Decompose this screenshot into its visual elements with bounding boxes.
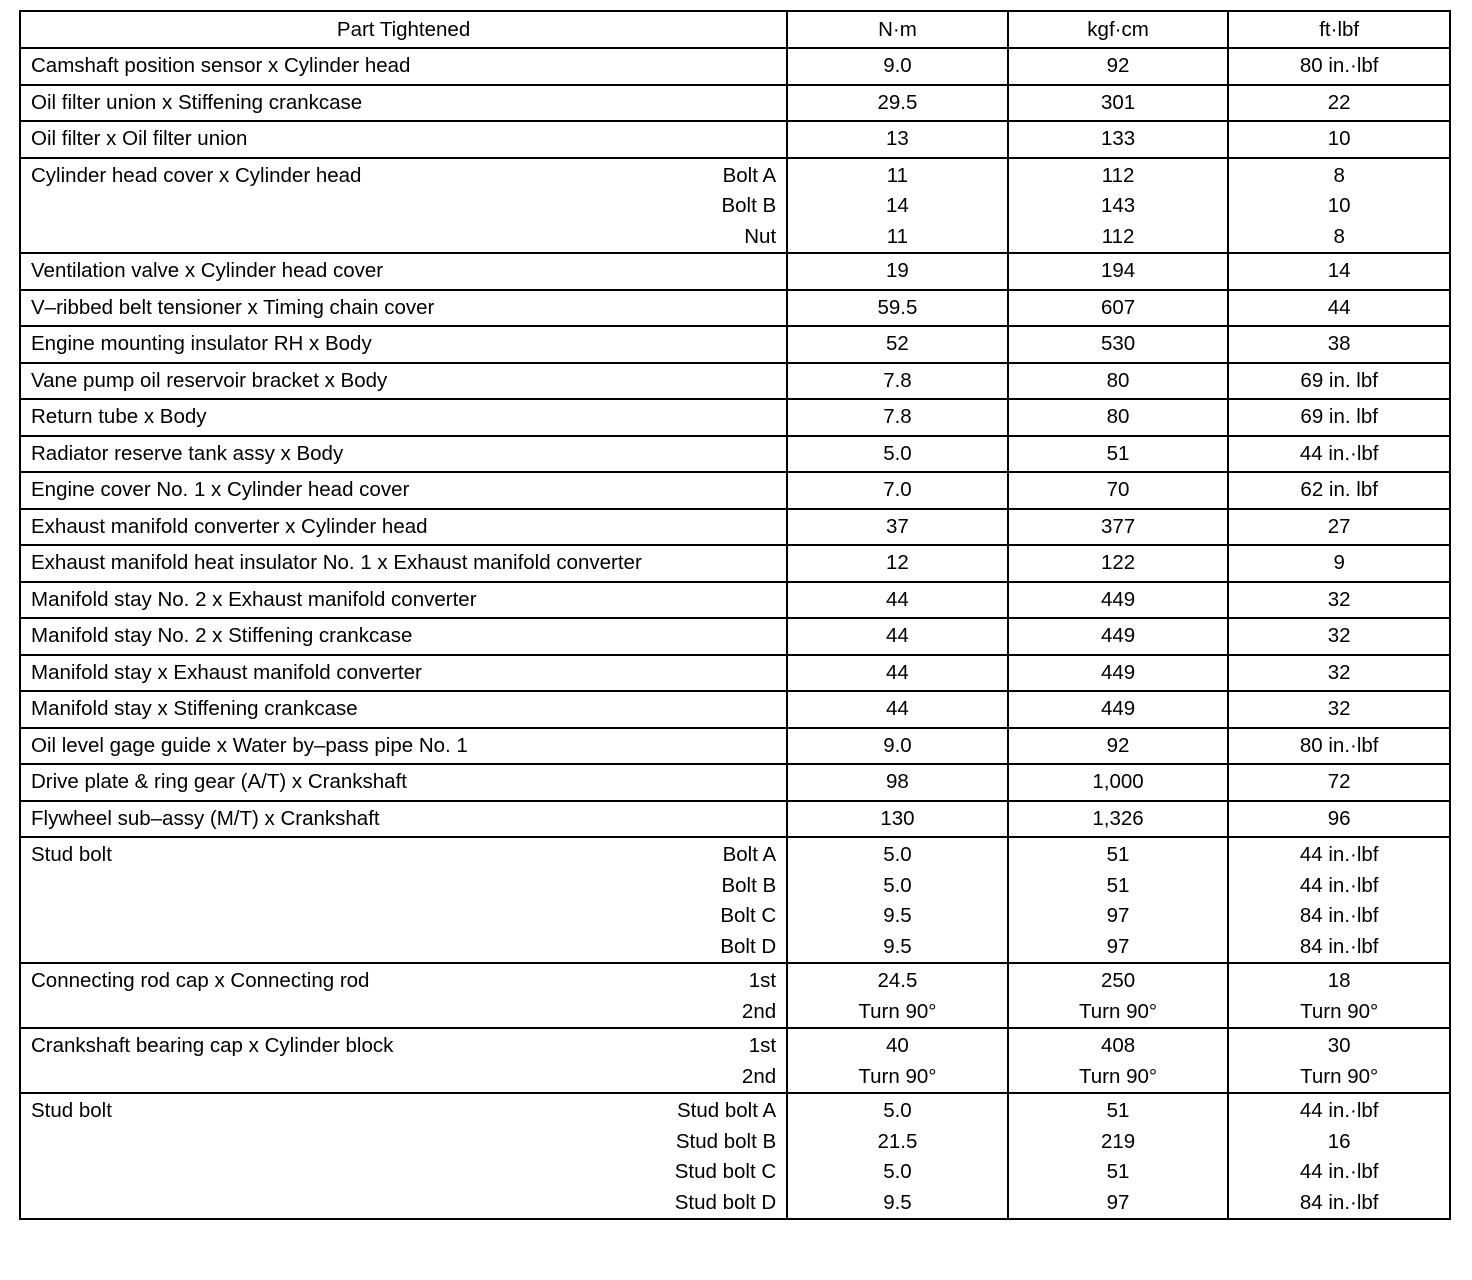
table-row <box>20 436 1450 473</box>
ft-lbf-value-cell <box>1228 436 1450 473</box>
part-name: Manifold stay No. 2 x Exhaust manifold converter <box>31 587 477 611</box>
ft-lbf-value-cell <box>1228 728 1450 765</box>
table-row <box>20 1028 1450 1093</box>
kgf-cm-value-cell <box>1008 691 1229 728</box>
nm-value-cell <box>787 363 1008 400</box>
table-row <box>20 963 1450 1028</box>
nm-value: 37 <box>886 514 909 538</box>
part-cell <box>20 1028 787 1093</box>
part-name: Oil filter x Oil filter union <box>31 127 248 150</box>
fastener-label: Stud bolt C <box>674 1160 777 1183</box>
kgf-cm-value: Turn 90° <box>1079 999 1158 1023</box>
nm-value-cell <box>787 290 1008 327</box>
nm-value-cell <box>787 158 1008 254</box>
ft-lbf-value: 10 <box>1327 127 1351 150</box>
nm-value: 7.0 <box>883 478 912 501</box>
part-name: Return tube x Body <box>31 405 207 428</box>
part-cell <box>20 253 787 290</box>
fastener-label: Bolt D <box>720 934 777 958</box>
table-row <box>20 48 1450 85</box>
kgf-cm-value: 301 <box>1100 90 1136 114</box>
header-nm: N·m <box>787 11 1008 48</box>
nm-value: 44 <box>886 660 909 684</box>
kgf-cm-value-cell <box>1008 655 1229 692</box>
part-cell <box>20 290 787 327</box>
nm-value-cell <box>787 48 1008 85</box>
kgf-cm-value: 607 <box>1100 295 1136 319</box>
nm-value-cell <box>787 1028 1008 1093</box>
ft-lbf-value-cell <box>1228 618 1450 655</box>
ft-lbf-value: 69 in. lbf <box>1300 368 1378 392</box>
ft-lbf-value-cell <box>1228 655 1450 692</box>
ft-lbf-value-cell <box>1228 158 1450 254</box>
header-part-tightened: Part Tightened <box>20 11 787 48</box>
table-body <box>20 48 1450 1219</box>
table-row <box>20 837 1450 963</box>
part-cell <box>20 837 787 963</box>
part-cell <box>20 618 787 655</box>
kgf-cm-value-cell <box>1008 290 1229 327</box>
kgf-cm-value: 250 <box>1100 969 1136 992</box>
nm-value-cell <box>787 618 1008 655</box>
kgf-cm-value: 122 <box>1100 551 1136 574</box>
kgf-cm-value-cell <box>1008 253 1229 290</box>
ft-lbf-value-cell <box>1228 85 1450 122</box>
nm-value: 11 <box>886 224 909 248</box>
header-kgf-cm: kgf·cm <box>1008 11 1229 48</box>
kgf-cm-value: 194 <box>1100 259 1136 282</box>
part-cell <box>20 509 787 546</box>
nm-value: 7.8 <box>883 368 912 392</box>
ft-lbf-value: 44 <box>1327 295 1351 319</box>
ft-lbf-value-cell <box>1228 121 1450 158</box>
nm-value-cell <box>787 436 1008 473</box>
part-cell <box>20 121 787 158</box>
ft-lbf-value: 16 <box>1327 1129 1351 1153</box>
kgf-cm-value-cell <box>1008 399 1229 436</box>
part-name: Crankshaft bearing cap x Cylinder block <box>31 1034 394 1057</box>
kgf-cm-value-cell <box>1008 545 1229 582</box>
nm-value: 9.5 <box>883 934 912 958</box>
part-cell <box>20 801 787 838</box>
fastener-label: Stud bolt D <box>674 1190 777 1214</box>
ft-lbf-value: 14 <box>1327 259 1351 282</box>
part-cell <box>20 728 787 765</box>
part-name: Ventilation valve x Cylinder head cover <box>31 259 384 282</box>
nm-value: 12 <box>886 551 909 574</box>
kgf-cm-value-cell <box>1008 509 1229 546</box>
nm-value: 130 <box>880 806 915 830</box>
nm-value: 5.0 <box>883 843 912 866</box>
fastener-label: Bolt B <box>721 873 777 897</box>
part-cell <box>20 764 787 801</box>
nm-value-cell <box>787 764 1008 801</box>
nm-value-cell <box>787 837 1008 963</box>
nm-value: 13 <box>886 127 909 150</box>
part-name: V–ribbed belt tensioner x Timing chain cover <box>31 295 435 319</box>
kgf-cm-value-cell <box>1008 326 1229 363</box>
part-name: Cylinder head cover x Cylinder head <box>31 163 362 187</box>
ft-lbf-value: 72 <box>1327 770 1351 793</box>
part-name: Manifold stay x Exhaust manifold converter <box>31 660 422 684</box>
nm-value: 9.5 <box>883 904 912 927</box>
nm-value-cell <box>787 85 1008 122</box>
nm-value: 59.5 <box>877 295 918 319</box>
kgf-cm-value-cell <box>1008 121 1229 158</box>
kgf-cm-value: 92 <box>1106 733 1130 757</box>
part-name: Engine mounting insulator RH x Body <box>31 332 372 355</box>
kgf-cm-value: 51 <box>1106 873 1130 897</box>
nm-value: 98 <box>886 770 909 793</box>
part-cell <box>20 48 787 85</box>
kgf-cm-value: 112 <box>1101 163 1135 187</box>
ft-lbf-value: 9 <box>1333 551 1345 574</box>
part-cell <box>20 399 787 436</box>
ft-lbf-value-cell <box>1228 399 1450 436</box>
nm-value: 52 <box>886 332 909 355</box>
ft-lbf-value: 8 <box>1333 163 1345 187</box>
kgf-cm-value: 408 <box>1100 1034 1136 1057</box>
kgf-cm-value: 1,000 <box>1092 770 1144 793</box>
table-row <box>20 253 1450 290</box>
kgf-cm-value: 80 <box>1106 405 1130 428</box>
nm-value: 29.5 <box>877 90 918 114</box>
fastener-label: Nut <box>744 224 777 248</box>
ft-lbf-value: 44 in.·lbf <box>1299 843 1379 866</box>
ft-lbf-value: 32 <box>1327 697 1351 720</box>
part-cell <box>20 363 787 400</box>
ft-lbf-value-cell <box>1228 509 1450 546</box>
kgf-cm-value-cell <box>1008 963 1229 1028</box>
ft-lbf-value-cell <box>1228 545 1450 582</box>
kgf-cm-value: 97 <box>1106 1190 1130 1214</box>
ft-lbf-value: 27 <box>1327 514 1351 538</box>
part-name: Engine cover No. 1 x Cylinder head cover <box>31 478 410 501</box>
ft-lbf-value-cell <box>1228 472 1450 509</box>
kgf-cm-value-cell <box>1008 158 1229 254</box>
ft-lbf-value: 44 in.·lbf <box>1299 1099 1379 1122</box>
kgf-cm-value: 219 <box>1100 1129 1136 1153</box>
ft-lbf-value-cell <box>1228 691 1450 728</box>
table-row <box>20 728 1450 765</box>
kgf-cm-value: 133 <box>1100 127 1136 150</box>
ft-lbf-value-cell <box>1228 801 1450 838</box>
nm-value: 21.5 <box>877 1129 918 1153</box>
ft-lbf-value-cell <box>1228 963 1450 1028</box>
part-name: Drive plate & ring gear (A/T) x Crankshaft <box>31 770 407 793</box>
ft-lbf-value: 80 in.·lbf <box>1299 54 1379 77</box>
nm-value: 5.0 <box>883 441 912 465</box>
table-row <box>20 764 1450 801</box>
kgf-cm-value: 449 <box>1100 660 1136 684</box>
fastener-label: Bolt A <box>722 843 777 866</box>
part-cell <box>20 158 787 254</box>
part-cell <box>20 326 787 363</box>
nm-value-cell <box>787 582 1008 619</box>
kgf-cm-value: 449 <box>1100 624 1136 647</box>
fastener-label: 2nd <box>741 999 777 1023</box>
kgf-cm-value-cell <box>1008 582 1229 619</box>
part-cell <box>20 582 787 619</box>
kgf-cm-value-cell <box>1008 837 1229 963</box>
part-name: Exhaust manifold converter x Cylinder head <box>31 514 428 538</box>
nm-value-cell <box>787 121 1008 158</box>
part-name: Stud bolt <box>31 843 112 866</box>
table-row <box>20 399 1450 436</box>
kgf-cm-value: 97 <box>1106 934 1130 958</box>
table-row <box>20 691 1450 728</box>
ft-lbf-value: 38 <box>1327 332 1351 355</box>
table-row <box>20 472 1450 509</box>
ft-lbf-value-cell <box>1228 326 1450 363</box>
kgf-cm-value-cell <box>1008 363 1229 400</box>
nm-value: 7.8 <box>883 405 912 428</box>
fastener-label: 1st <box>748 969 777 992</box>
ft-lbf-value-cell <box>1228 253 1450 290</box>
fastener-label: Bolt A <box>722 163 777 187</box>
table-row <box>20 121 1450 158</box>
ft-lbf-value-cell <box>1228 837 1450 963</box>
nm-value-cell <box>787 691 1008 728</box>
nm-value-cell <box>787 399 1008 436</box>
nm-value: 44 <box>886 624 909 647</box>
ft-lbf-value-cell <box>1228 363 1450 400</box>
ft-lbf-value-cell <box>1228 1028 1450 1093</box>
nm-value-cell <box>787 801 1008 838</box>
ft-lbf-value-cell <box>1228 48 1450 85</box>
part-name: Manifold stay x Stiffening crankcase <box>31 697 358 720</box>
kgf-cm-value-cell <box>1008 728 1229 765</box>
part-name: Flywheel sub–assy (M/T) x Crankshaft <box>31 806 380 830</box>
kgf-cm-value-cell <box>1008 1093 1229 1219</box>
part-name: Oil filter union x Stiffening crankcase <box>31 90 363 114</box>
table-row <box>20 326 1450 363</box>
ft-lbf-value: 18 <box>1327 969 1351 992</box>
ft-lbf-value: 10 <box>1327 194 1351 217</box>
nm-value: 9.0 <box>883 54 912 77</box>
nm-value: Turn 90° <box>858 999 937 1023</box>
ft-lbf-value: 32 <box>1327 624 1351 647</box>
ft-lbf-value: 44 in.·lbf <box>1299 1160 1379 1183</box>
kgf-cm-value: 530 <box>1100 332 1136 355</box>
nm-value: 11 <box>886 163 909 187</box>
nm-value-cell <box>787 326 1008 363</box>
part-cell <box>20 472 787 509</box>
table-row <box>20 509 1450 546</box>
fastener-label: Stud bolt B <box>675 1129 777 1153</box>
ft-lbf-value: 44 in.·lbf <box>1299 873 1379 897</box>
kgf-cm-value: 51 <box>1106 1160 1130 1183</box>
part-name: Radiator reserve tank assy x Body <box>31 441 344 465</box>
kgf-cm-value: 1,326 <box>1092 806 1144 830</box>
table-row <box>20 655 1450 692</box>
kgf-cm-value-cell <box>1008 85 1229 122</box>
kgf-cm-value-cell <box>1008 618 1229 655</box>
kgf-cm-value: 80 <box>1106 368 1130 392</box>
kgf-cm-value: 143 <box>1100 194 1136 217</box>
nm-value-cell <box>787 509 1008 546</box>
table-row <box>20 582 1450 619</box>
part-name: Camshaft position sensor x Cylinder head <box>31 54 411 77</box>
kgf-cm-value: 51 <box>1106 843 1130 866</box>
nm-value: 44 <box>886 587 909 611</box>
table-row <box>20 545 1450 582</box>
nm-value: 5.0 <box>883 1099 912 1122</box>
ft-lbf-value: 80 in.·lbf <box>1299 733 1379 757</box>
nm-value-cell <box>787 1093 1008 1219</box>
kgf-cm-value: 377 <box>1100 514 1136 538</box>
part-cell <box>20 436 787 473</box>
nm-value: 9.0 <box>883 733 912 757</box>
ft-lbf-value: Turn 90° <box>1300 999 1379 1023</box>
ft-lbf-value: 84 in.·lbf <box>1299 1190 1379 1214</box>
nm-value-cell <box>787 655 1008 692</box>
kgf-cm-value-cell <box>1008 1028 1229 1093</box>
nm-value: 5.0 <box>883 1160 912 1183</box>
ft-lbf-value-cell <box>1228 582 1450 619</box>
nm-value: 14 <box>886 194 909 217</box>
ft-lbf-value: 8 <box>1333 224 1345 248</box>
part-name: Manifold stay No. 2 x Stiffening crankcase <box>31 624 413 647</box>
header-ft-lbf: ft·lbf <box>1228 11 1450 48</box>
ft-lbf-value: Turn 90° <box>1300 1064 1379 1088</box>
nm-value: 5.0 <box>883 873 912 897</box>
ft-lbf-value: 84 in.·lbf <box>1299 904 1379 927</box>
kgf-cm-value: 449 <box>1100 697 1136 720</box>
kgf-cm-value: 112 <box>1101 224 1135 248</box>
table-row <box>20 158 1450 254</box>
nm-value: 19 <box>886 259 909 282</box>
kgf-cm-value: Turn 90° <box>1079 1064 1158 1088</box>
ft-lbf-value-cell <box>1228 290 1450 327</box>
kgf-cm-value-cell <box>1008 801 1229 838</box>
part-cell <box>20 85 787 122</box>
fastener-label: Bolt B <box>721 194 777 217</box>
ft-lbf-value: 32 <box>1327 660 1351 684</box>
ft-lbf-value: 96 <box>1327 806 1351 830</box>
part-cell <box>20 691 787 728</box>
nm-value: 44 <box>886 697 909 720</box>
part-name: Oil level gage guide x Water by–pass pipe No. 1 <box>31 733 468 757</box>
ft-lbf-value-cell <box>1228 764 1450 801</box>
torque-spec-table <box>19 10 1451 1220</box>
nm-value: 40 <box>886 1034 909 1057</box>
kgf-cm-value-cell <box>1008 472 1229 509</box>
fastener-label: Stud bolt A <box>676 1099 777 1122</box>
nm-value-cell <box>787 728 1008 765</box>
ft-lbf-value: 69 in. lbf <box>1300 405 1378 428</box>
kgf-cm-value: 92 <box>1106 54 1130 77</box>
nm-value-cell <box>787 545 1008 582</box>
fastener-label: 1st <box>748 1034 777 1057</box>
part-name: Exhaust manifold heat insulator No. 1 x Exhaust manifold converter <box>31 551 642 574</box>
kgf-cm-value: 449 <box>1100 587 1136 611</box>
part-name: Vane pump oil reservoir bracket x Body <box>31 368 388 392</box>
header-row <box>20 11 1450 48</box>
ft-lbf-value: 32 <box>1327 587 1351 611</box>
kgf-cm-value: 70 <box>1106 478 1130 501</box>
nm-value: 24.5 <box>877 969 918 992</box>
ft-lbf-value: 22 <box>1327 90 1351 114</box>
table-row <box>20 363 1450 400</box>
ft-lbf-value: 44 in.·lbf <box>1299 441 1379 465</box>
table-row <box>20 1093 1450 1219</box>
nm-value-cell <box>787 253 1008 290</box>
kgf-cm-value: 51 <box>1106 1099 1130 1122</box>
ft-lbf-value: 62 in. lbf <box>1300 478 1378 501</box>
kgf-cm-value-cell <box>1008 436 1229 473</box>
ft-lbf-value: 30 <box>1327 1034 1351 1057</box>
ft-lbf-value: 84 in.·lbf <box>1299 934 1379 958</box>
kgf-cm-value-cell <box>1008 764 1229 801</box>
kgf-cm-value: 51 <box>1106 441 1130 465</box>
part-cell <box>20 963 787 1028</box>
ft-lbf-value-cell <box>1228 1093 1450 1219</box>
nm-value-cell <box>787 472 1008 509</box>
nm-value: 9.5 <box>883 1190 912 1214</box>
part-cell <box>20 545 787 582</box>
table-row <box>20 85 1450 122</box>
kgf-cm-value-cell <box>1008 48 1229 85</box>
table-row <box>20 618 1450 655</box>
table-row <box>20 290 1450 327</box>
nm-value-cell <box>787 963 1008 1028</box>
part-cell <box>20 655 787 692</box>
kgf-cm-value: 97 <box>1106 904 1130 927</box>
table-row <box>20 801 1450 838</box>
part-name: Connecting rod cap x Connecting rod <box>31 969 370 992</box>
part-name: Stud bolt <box>31 1099 112 1122</box>
nm-value: Turn 90° <box>858 1064 937 1088</box>
part-cell <box>20 1093 787 1219</box>
fastener-label: Bolt C <box>720 904 777 927</box>
fastener-label: 2nd <box>741 1064 777 1088</box>
